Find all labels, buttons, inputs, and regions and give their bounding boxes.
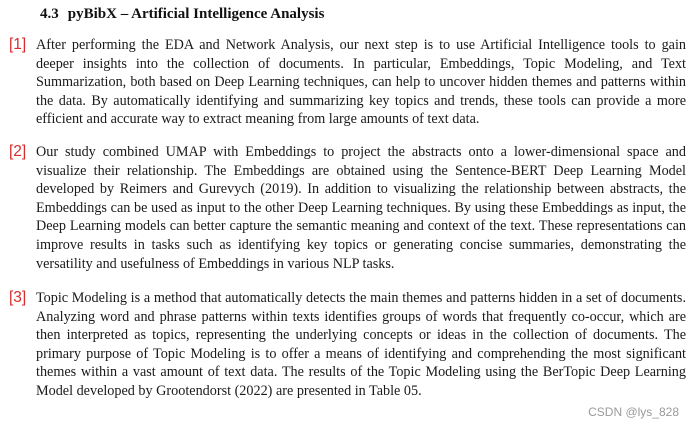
paragraph-1 (9, 36, 686, 129)
paragraph-text-2: Our study combined UMAP with Embeddings to project the abstracts onto a lower-dimensional space and visualize their relationship. The Embeddings are obtained using the Sentence-BERT Deep Learning Model developed by Reimers and Gurevych (2019). In addition to visualizing the relationship between abstracts, the Embeddings can be used as input to the other Deep Learning techniques. By using these Embeddings as input, the Deep Learning models can better capture the semantic meaning and context of the text. These representations can improve results in tasks such as identifying key topics or generating concise summaries, demonstrating the versatility and usefulness of Embeddings in various NLP tasks. (36, 144, 686, 272)
section-number: 4.3 (40, 6, 59, 22)
section-heading (40, 6, 324, 23)
paragraph-2 (9, 143, 686, 273)
watermark: CSDN @lys_828 (588, 405, 679, 419)
paragraph-marker-3: [3] (9, 289, 27, 306)
paragraph-3 (9, 289, 686, 401)
paragraph-marker-1: [1] (9, 36, 27, 53)
paragraph-text-3: Topic Modeling is a method that automatically detects the main themes and patterns hidden in a set of documents. Analyzing word and phrase patterns within texts identifies groups of words that frequently co-occur, which are then interpreted as topics, representing the underlying concepts or ideas in the collection of documents. The primary purpose of Topic Modeling is to offer a means of identifying and comprehending the most significant themes within a vast amount of text data. The results of the Topic Modeling using the BerTopic Deep Learning Model developed by Grootendorst (2022) are presented in Table 05. (36, 290, 686, 399)
section-title: pyBibX – Artificial Intelligence Analysis (67, 6, 325, 22)
paragraph-text-1: After performing the EDA and Network Analysis, our next step is to use Artificial Intelligence tools to gain deeper insights into the collection of documents. In particular, Embeddings, Topic Modeling, and Text Summarization, both based on Deep Learning techniques, can help to uncover hidden themes and patterns within the data. By automatically identifying and summarizing key topics and trends, these tools can provide a more efficient and accurate way to extract meaning from large amounts of text data. (36, 37, 686, 128)
paragraph-marker-2: [2] (9, 143, 27, 160)
